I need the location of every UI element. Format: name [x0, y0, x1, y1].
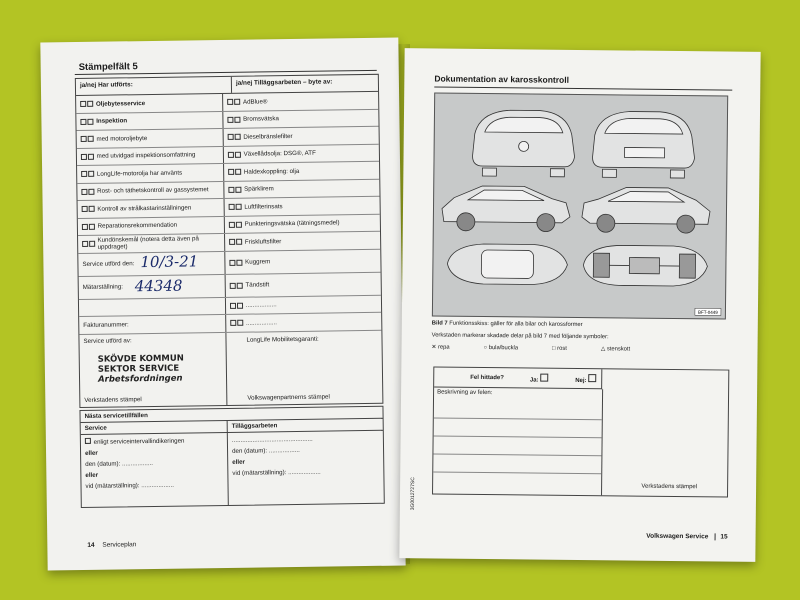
- checkbox[interactable]: [230, 303, 236, 309]
- checkbox[interactable]: [229, 222, 235, 228]
- next-service-box: [79, 406, 384, 508]
- next-left-line: enligt serviceintervallindikeringen: [93, 437, 185, 446]
- checkbox[interactable]: [237, 302, 243, 308]
- next-left-line: eller: [85, 471, 99, 479]
- checkbox[interactable]: [236, 259, 242, 265]
- checkbox[interactable]: [88, 136, 94, 142]
- nej-checkbox[interactable]: [588, 374, 596, 382]
- checkbox[interactable]: [234, 99, 240, 105]
- extra-work-label: AdBlue®: [242, 98, 268, 106]
- stamp-label: Verkstadens stämpel: [641, 483, 698, 491]
- checkbox[interactable]: [89, 224, 95, 230]
- page-number: 14: [87, 541, 95, 549]
- left-page: [40, 38, 405, 571]
- checkbox[interactable]: [236, 221, 242, 227]
- extra-work-label: Dieselbränslefilter: [243, 132, 293, 141]
- instruction-text: Verkstaden markerar skadade delar på bild 7 med följande symboler:: [431, 332, 609, 341]
- checkbox[interactable]: [81, 154, 87, 160]
- stamp-line: SKÖVDE KOMMUN: [97, 353, 184, 365]
- checkbox[interactable]: [89, 241, 95, 247]
- checkbox[interactable]: [229, 259, 235, 265]
- checkbox[interactable]: [234, 116, 240, 122]
- service-stamp-form: [75, 74, 384, 408]
- service-item-label: Reparationsrekommendation: [97, 221, 178, 230]
- checkbox[interactable]: [235, 186, 241, 192]
- page-title: Stämpelfält 5: [78, 61, 138, 73]
- fault-label: Fel hittade?: [470, 374, 504, 381]
- stamp-row: [79, 330, 382, 406]
- ja-label: Ja:: [529, 376, 539, 384]
- description-area[interactable]: [433, 387, 603, 495]
- ja-checkbox[interactable]: [540, 373, 548, 381]
- section-name: Serviceplan: [102, 541, 137, 549]
- service-item-label: Kontroll av strålkastarinställningen: [97, 204, 192, 213]
- right-footer: [646, 533, 727, 541]
- right-page: [399, 48, 760, 562]
- checkbox[interactable]: [89, 206, 95, 212]
- nej-label: Nej:: [575, 377, 587, 384]
- checkbox[interactable]: [235, 151, 241, 157]
- extra-work-label: Haldexkoppling: olja: [243, 167, 300, 176]
- checkbox[interactable]: [228, 152, 234, 158]
- next-right-line: vid (mätarställning): ...................: [232, 468, 321, 477]
- workshop-stamp: [98, 353, 185, 384]
- service-item-label: LongLife-motorolja har använts: [96, 169, 183, 178]
- checkbox[interactable]: [228, 187, 234, 193]
- checkbox[interactable]: [229, 204, 235, 210]
- next-left-line: vid (mätarställning): ...................: [85, 481, 174, 490]
- diagram-code: BFT-0449: [698, 309, 718, 315]
- checkbox[interactable]: [237, 320, 243, 326]
- service-item-label: Rost- och täthetskontroll av gassystemet: [97, 186, 209, 195]
- next-service-title: Nästa servicetillfällen: [80, 407, 382, 423]
- checkbox[interactable]: [229, 239, 235, 245]
- page-number: 15: [714, 533, 727, 540]
- checkbox[interactable]: [87, 101, 93, 107]
- footer-brand: Volkswagen Service: [646, 532, 709, 541]
- checkbox[interactable]: [82, 206, 88, 212]
- fault-box: [432, 366, 729, 497]
- checkbox[interactable]: [81, 189, 87, 195]
- figure-caption: [432, 320, 583, 328]
- checkbox[interactable]: [230, 282, 236, 288]
- vw-partner-stamp-label: Volkswagenpartnerns stämpel: [247, 393, 330, 402]
- checkbox[interactable]: [230, 320, 236, 326]
- extra-item-label: ..................: [245, 301, 277, 309]
- legend-rust: □ rost: [552, 345, 567, 352]
- caption-label: Bild 7: [431, 320, 448, 327]
- car-sketch: [433, 93, 727, 318]
- header-right: ja/nej Tilläggsarbeten – byte av:: [235, 78, 333, 87]
- extra-work-label: Bromsvätska: [243, 115, 279, 123]
- checkbox[interactable]: [236, 239, 242, 245]
- extra-work-label: Friskluftsfilter: [244, 237, 282, 246]
- checkbox[interactable]: [88, 154, 94, 160]
- checkbox[interactable]: [80, 101, 86, 107]
- checkbox[interactable]: [228, 169, 234, 175]
- stamp-line: SEKTOR SERVICE: [97, 363, 180, 375]
- checkbox[interactable]: [235, 134, 241, 140]
- next-right-line: ...............................................: [231, 435, 313, 444]
- checkbox[interactable]: [227, 117, 233, 123]
- invoice-label: Fakturanummer:: [83, 321, 129, 329]
- form-rows: [76, 92, 380, 254]
- damage-legend: [432, 344, 631, 352]
- next-left-line: den (datum): ..................: [85, 459, 154, 468]
- caption-text: Funktionsskiss: gäller för alla bilar och karossformer: [449, 320, 583, 329]
- next-left-line: eller: [85, 449, 98, 457]
- legend-stone-chip: △ stenskott: [600, 346, 631, 353]
- next-service-right: [228, 431, 384, 505]
- service-item-label: Inspektion: [96, 117, 128, 126]
- mileage-label: Mätarställning:: [82, 283, 124, 291]
- checkbox[interactable]: [88, 189, 94, 195]
- description-label: Beskrivning av felen:: [437, 389, 493, 397]
- next-service-left: [81, 433, 229, 507]
- left-footer: [87, 541, 136, 549]
- service-item-label: Oljebytesservice: [95, 99, 146, 108]
- extra-work-label: Punkteringsvätska (tätningsmedel): [244, 219, 340, 228]
- checkbox[interactable]: [81, 136, 87, 142]
- car-body-diagram: [432, 92, 728, 319]
- checkbox[interactable]: [227, 99, 233, 105]
- next-right-line: den (datum): ..................: [232, 446, 300, 455]
- next-col-service: Service: [81, 421, 228, 434]
- extra-work-label: Luftfilterinsats: [244, 202, 283, 211]
- next-right-line: eller: [232, 458, 245, 466]
- page-title: Dokumentation av karosskontroll: [434, 73, 570, 85]
- checkbox[interactable]: [85, 438, 91, 444]
- header-left: ja/nej Har utförts:: [76, 77, 232, 95]
- service-item-label: Kundönskemål (notera detta även på uppdraget): [97, 235, 199, 251]
- extra-work-label: Växellådsolja: DSG®, ATF: [243, 149, 316, 158]
- handwritten-date: 10/3-21: [140, 251, 199, 271]
- workshop-stamp-label: Verkstadens stämpel: [84, 395, 142, 404]
- checkbox[interactable]: [235, 169, 241, 175]
- handwritten-mileage: 44348: [134, 276, 183, 295]
- legend-scratch: ✕ repa: [431, 344, 450, 351]
- checkbox[interactable]: [236, 204, 242, 210]
- checkbox[interactable]: [237, 282, 243, 288]
- title-rule: [434, 86, 732, 90]
- service-date-label: Service utförd den:: [82, 260, 135, 268]
- fault-header: [434, 367, 602, 389]
- extra-item-label: ..................: [245, 318, 277, 327]
- vertical-code: 3G0012727SC: [409, 477, 417, 511]
- checkbox[interactable]: [82, 241, 88, 247]
- stamp-line: Arbetsfordningen: [97, 373, 183, 385]
- extra-item-label: Tändstift: [245, 281, 270, 289]
- service-by-label: Service utförd av:: [83, 336, 132, 345]
- checkbox[interactable]: [228, 134, 234, 140]
- checkbox[interactable]: [88, 171, 94, 177]
- legend-dent: ○ bula/buckla: [483, 344, 519, 352]
- next-col-extra: Tilläggsarbeten: [231, 422, 278, 430]
- checkbox[interactable]: [82, 224, 88, 230]
- extra-work-label: Spärklirem: [244, 185, 274, 193]
- service-item-label: med utvidgad inspektionsomfattning: [96, 151, 196, 160]
- checkbox[interactable]: [87, 119, 93, 125]
- extra-item-label: Kuggrem: [245, 258, 271, 266]
- checkbox[interactable]: [81, 171, 87, 177]
- longlife-label: LongLife Mobilitetsgaranti:: [246, 335, 319, 344]
- service-item-label: med motoroljebyte: [96, 134, 148, 143]
- checkbox[interactable]: [80, 119, 86, 125]
